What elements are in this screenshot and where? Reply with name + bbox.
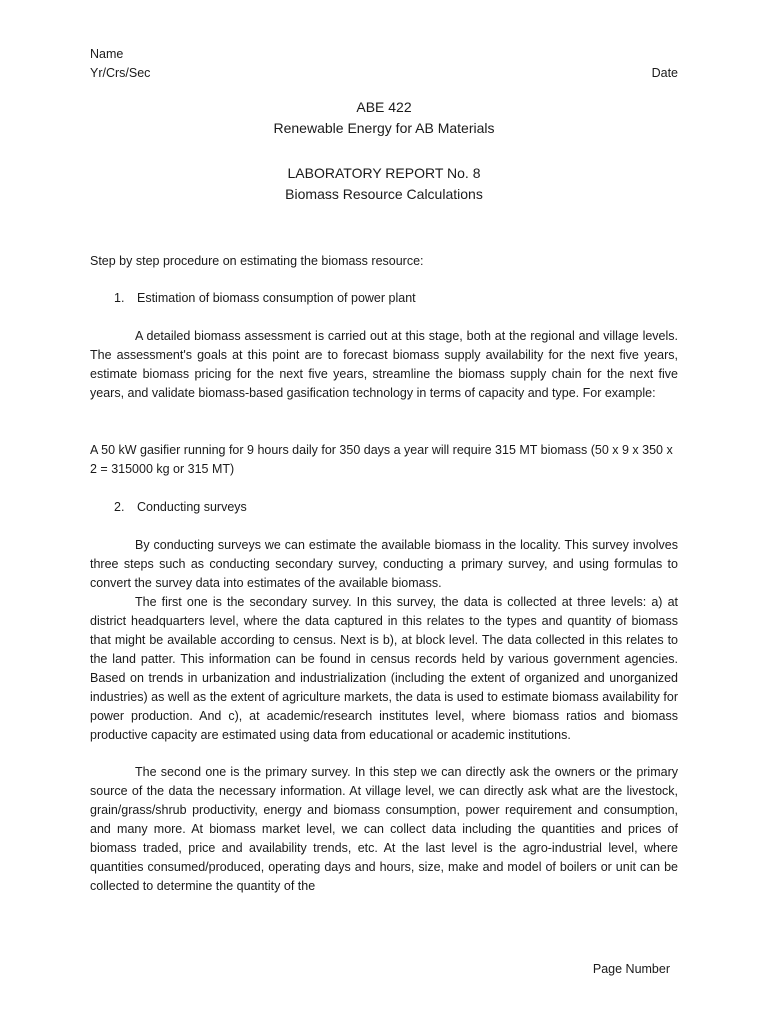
yr-crs-sec-label: Yr/Crs/Sec — [90, 66, 151, 80]
name-label: Name — [90, 47, 124, 61]
report-number: LABORATORY REPORT No. 8 — [287, 165, 481, 181]
list-item-2-number: 2. — [114, 500, 125, 514]
course-title: Renewable Energy for AB Materials — [273, 120, 495, 136]
paragraph-biomass-assessment: A detailed biomass assessment is carried out at this stage, both at the regional and village levels. The assessment's goals at this point are to forecast biomass supply availability for the next five years, estimate biomass pricing for the next five years, streamline the biomass supply chain for the next five years, and validate biomass-based gasification technology in terms of capacity and type. For example: — [90, 329, 678, 400]
list-item-1-number: 1. — [114, 291, 125, 305]
paragraph-example: A 50 kW gasifier running for 9 hours daily for 350 days a year will require 315 MT biomass (50 x 9 x 350 x 2 = 315000 kg or 315 MT) — [90, 443, 673, 476]
course-code: ABE 422 — [356, 99, 412, 115]
intro-paragraph: Step by step procedure on estimating the biomass resource: — [90, 254, 424, 268]
list-item-1 — [114, 289, 416, 308]
list-item-2 — [114, 498, 247, 517]
list-item-1-text: Estimation of biomass consumption of power plant — [137, 291, 416, 305]
paragraph-surveys-intro: By conducting surveys we can estimate the available biomass in the locality. This survey involves three steps such as conducting secondary survey, conducting a primary survey, and using formulas to convert the survey data into estimates of the available biomass. — [90, 538, 678, 590]
page-number-label: Page Number — [592, 962, 670, 976]
report-title: Biomass Resource Calculations — [285, 186, 483, 202]
date-label: Date — [651, 66, 678, 80]
list-item-2-text: Conducting surveys — [137, 500, 247, 514]
paragraph-primary-survey: The second one is the primary survey. In this step we can directly ask the owners or the primary source of the data the necessary information. At village level, we can directly ask what are the livestock, grain/grass/shrub productivity, energy and biomass consumption, power requirement and consumption, and many more. At biomass market level, we can collect data including the quantities and prices of biomass traded, price and availability trends, etc. At the last level is the agro-industrial level, where quantities consumed/produced, operating days and hours, size, make and model of boilers or unit can be collected to determine the quantity of the — [90, 765, 678, 893]
paragraph-secondary-survey: The first one is the secondary survey. In this survey, the data is collected at three levels: a) at district headquarters level, where the data captured in this relates to the types and quantity of biomass that might be available according to census. Next is b), at block level. The data collected in this relates to the land patter. This information can be found in census records held by various government agencies. Based on trends in urbanization and industrialization (including the extent of organized and unorganized industries) as well as the extent of agriculture markets, the data is used to estimate biomass availability for power production. And c), at academic/research institutes level, where biomass ratios and biomass productive capacity are estimated using data from educational or academic institutions. — [90, 595, 678, 742]
